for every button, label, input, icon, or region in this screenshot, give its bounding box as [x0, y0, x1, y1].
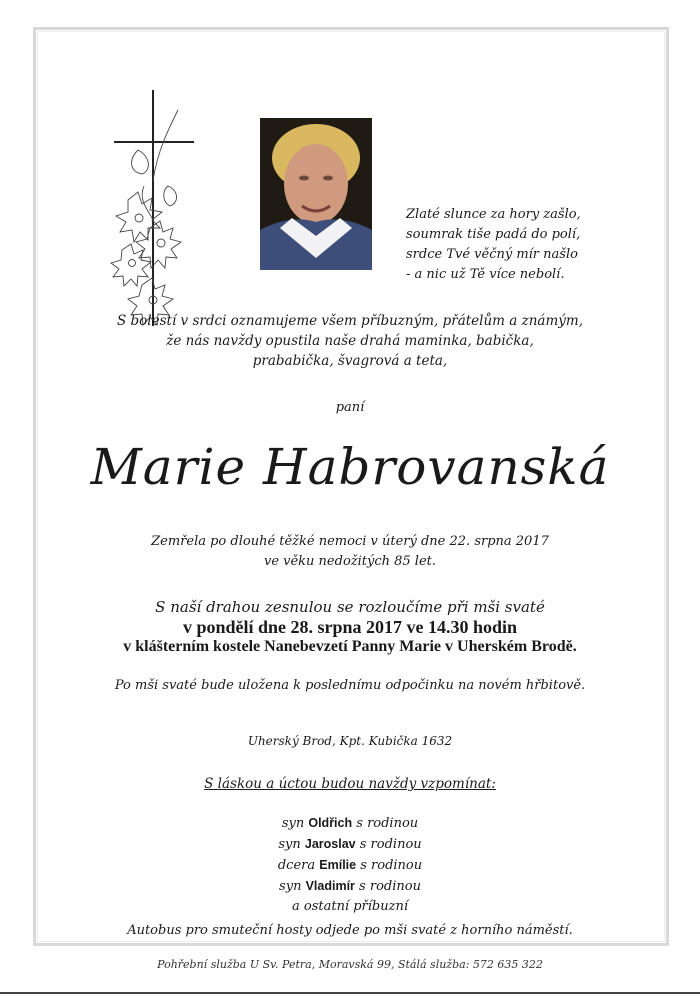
intro-line: S bolestí v srdci oznamujeme všem příbuzným, přátelům a známým, — [116, 313, 583, 329]
portrait-illustration — [260, 118, 372, 270]
scan-edge-line — [0, 992, 700, 994]
death-line: Zemřela po dlouhé těžké nemoci v úterý dne 22. srpna 2017 — [151, 534, 549, 549]
burial-note: Po mši svaté bude uložena k poslednímu odpočinku na novém hřbitově. — [114, 678, 586, 693]
intro-line: prababička, švagrová a teta, — [252, 353, 448, 369]
mourner-relation: syn — [279, 879, 302, 894]
mourners-list — [0, 813, 700, 917]
poem-line: Zlaté slunce za hory zašlo, — [406, 207, 581, 222]
mourner-suffix: s rodinou — [359, 837, 422, 852]
mourners-title: S láskou a úctou budou navždy vzpomínat: — [204, 776, 496, 792]
farewell-line: S naší drahou zesnulou se rozloučíme při mši svaté — [155, 598, 545, 616]
announcement-intro — [0, 311, 700, 371]
funeral-service-footer: Pohřební služba U Sv. Petra, Moravská 99, Stálá služba: 572 635 322 — [157, 958, 543, 971]
mourner-suffix: s rodinou — [356, 816, 419, 831]
poem-line: srdce Tvé věčný mír našlo — [406, 247, 578, 262]
mourner-name: Jaroslav — [304, 837, 356, 851]
poem-line: soumrak tiše padá do polí, — [406, 227, 581, 242]
mourner-row — [0, 876, 700, 897]
farewell-info — [0, 597, 700, 657]
mourner-row — [0, 813, 700, 834]
mourner-row — [0, 855, 700, 876]
mourner-relation: dcera — [277, 858, 316, 873]
death-line: ve věku nedožitých 85 let. — [263, 554, 437, 569]
title-prefix: paní — [335, 400, 365, 415]
farewell-date: v pondělí dne 28. srpna 2017 ve 14.30 hodin — [182, 617, 518, 637]
mourner-relation: syn — [278, 837, 301, 852]
portrait-photo — [260, 118, 372, 270]
poem — [406, 205, 581, 285]
farewell-place: v klášterním kostele Nanebevzetí Panny Marie v Uherském Brodě. — [123, 638, 577, 655]
mourner-name: Emílie — [319, 858, 357, 872]
mourner-name: Vladimír — [305, 879, 355, 893]
mourner-name: Oldřich — [308, 816, 353, 830]
mourner-row — [0, 834, 700, 855]
deceased-name: Marie Habrovanská — [90, 438, 610, 496]
death-info — [0, 532, 700, 572]
mourner-suffix: s rodinou — [360, 858, 423, 873]
mourner-relation: syn — [281, 816, 305, 831]
bus-note: Autobus pro smuteční hosty odjede po mši svaté z horního náměstí. — [127, 923, 573, 938]
cross-with-flowers-icon — [108, 90, 198, 330]
mourner-suffix: s rodinou — [359, 879, 421, 894]
family-address: Uherský Brod, Kpt. Kubička 1632 — [247, 734, 453, 748]
other-relatives: a ostatní příbuzní — [291, 899, 408, 914]
poem-line: - a nic už Tě více nebolí. — [406, 267, 565, 282]
intro-line: že nás navždy opustila naše drahá maminka, babička, — [166, 333, 534, 349]
